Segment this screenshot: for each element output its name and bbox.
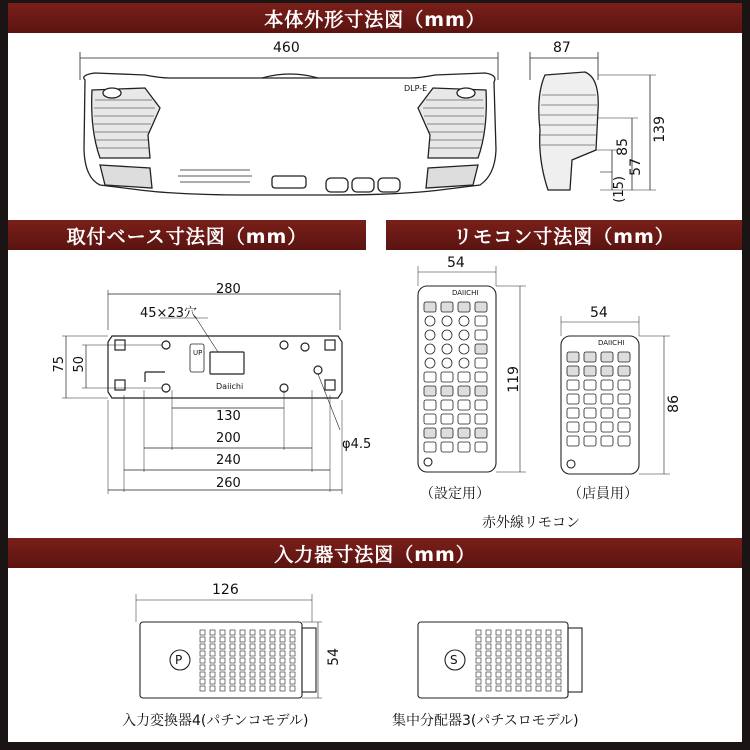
- input-left-pin: [250, 637, 255, 642]
- input-left-pin: [260, 679, 265, 684]
- input-left-pin: [250, 686, 255, 691]
- input-right-pin: [536, 672, 541, 677]
- remote-staff-width: 54: [590, 305, 608, 321]
- input-right-pin: [526, 665, 531, 670]
- input-right-pin: [546, 679, 551, 684]
- input-right-pin: [556, 679, 561, 684]
- input-right-pin: [526, 644, 531, 649]
- input-left-pin: [280, 679, 285, 684]
- input-right-pin: [546, 658, 551, 663]
- input-right-pin: [526, 679, 531, 684]
- input-right-pin: [486, 644, 491, 649]
- input-left-pin: [200, 686, 205, 691]
- input-left-pin: [200, 672, 205, 677]
- input-right-pin: [516, 658, 521, 663]
- input-right-pin: [516, 665, 521, 670]
- input-left-pin: [290, 637, 295, 642]
- base-width-240: 240: [216, 453, 241, 468]
- input-left-pin: [230, 686, 235, 691]
- main-height-85: 85: [615, 138, 631, 156]
- main-height-139: 139: [652, 116, 668, 143]
- main-height-15: (15): [612, 176, 627, 203]
- input-right-pin: [496, 637, 501, 642]
- input-left-pin: [240, 658, 245, 663]
- input-left-pin: [200, 637, 205, 642]
- input-right-pin: [476, 644, 481, 649]
- input-right-pin: [506, 679, 511, 684]
- input-left-pin: [250, 679, 255, 684]
- input-right-pin: [476, 672, 481, 677]
- input-left-pin: [280, 686, 285, 691]
- input-right-pin: [556, 630, 561, 635]
- input-right-pin: [516, 651, 521, 656]
- main-height-57: 57: [628, 158, 644, 176]
- input-right-pin: [546, 686, 551, 691]
- base-brand: Daiichi: [216, 382, 244, 391]
- input-right-pin: [556, 637, 561, 642]
- input-left-pin: [230, 679, 235, 684]
- main-depth-label: 87: [553, 40, 571, 56]
- input-right-pin: [536, 686, 541, 691]
- input-right-pin: [486, 637, 491, 642]
- input-right-pin: [496, 651, 501, 656]
- input-right-pin: [556, 686, 561, 691]
- input-right-pin: [506, 630, 511, 635]
- input-left-pin: [260, 665, 265, 670]
- input-left-pin: [270, 672, 275, 677]
- input-right-pin: [506, 665, 511, 670]
- input-left-pin: [270, 644, 275, 649]
- input-left-pin: [230, 665, 235, 670]
- input-right-pin: [506, 686, 511, 691]
- input-right-pin: [506, 644, 511, 649]
- base-height-50: 50: [72, 356, 87, 373]
- input-right-pin: [516, 644, 521, 649]
- input-right-pin: [536, 630, 541, 635]
- input-right-mark: S: [450, 653, 458, 667]
- input-left-pin: [240, 644, 245, 649]
- remote-setting-height: 119: [506, 366, 522, 393]
- input-left-pin: [280, 665, 285, 670]
- input-right-pin: [526, 637, 531, 642]
- input-left-mark: P: [175, 653, 183, 667]
- input-left-pin: [230, 630, 235, 635]
- input-left-pin: [230, 658, 235, 663]
- input-right-pin: [476, 679, 481, 684]
- input-left-pin: [290, 679, 295, 684]
- base-up-mark: UP: [193, 349, 203, 357]
- input-left-pin: [210, 679, 215, 684]
- input-right-pin: [496, 665, 501, 670]
- input-right-pin: [546, 665, 551, 670]
- input-left-pin: [260, 630, 265, 635]
- input-right-pin: [526, 672, 531, 677]
- input-left-pin: [220, 644, 225, 649]
- input-right-pin: [506, 658, 511, 663]
- input-left-pin: [290, 672, 295, 677]
- banner-remote: リモコン寸法図（mm）: [386, 220, 742, 250]
- input-left-pin: [290, 630, 295, 635]
- input-right-pin: [486, 672, 491, 677]
- input-left-pin: [280, 644, 285, 649]
- input-right-pin: [536, 658, 541, 663]
- input-left-pin: [210, 665, 215, 670]
- input-left-pin: [280, 651, 285, 656]
- input-left-pin: [220, 630, 225, 635]
- input-left-pin: [270, 679, 275, 684]
- input-right-pin: [486, 658, 491, 663]
- input-left-pin: [220, 651, 225, 656]
- input-right-pin: [556, 644, 561, 649]
- input-left-caption: 入力変換器4(パチンコモデル): [122, 713, 309, 729]
- input-left-pin: [270, 651, 275, 656]
- input-right-pin: [556, 658, 561, 663]
- banner-main-unit: 本体外形寸法図（mm）: [8, 3, 742, 33]
- input-left-pin: [260, 637, 265, 642]
- input-left-pin: [270, 686, 275, 691]
- input-right-pin: [496, 630, 501, 635]
- input-right-pin: [516, 686, 521, 691]
- base-height-75: 75: [52, 356, 67, 373]
- remote-staff-caption: （店員用）: [568, 486, 638, 502]
- input-left-pin: [220, 658, 225, 663]
- input-left-pin: [270, 665, 275, 670]
- input-right-caption: 集中分配器3(パチスロモデル): [392, 713, 579, 729]
- input-left-pin: [260, 651, 265, 656]
- input-right-pin: [516, 672, 521, 677]
- input-right-pin: [536, 644, 541, 649]
- input-left-pin: [240, 637, 245, 642]
- input-left-pin: [250, 665, 255, 670]
- base-width-260: 260: [216, 476, 241, 491]
- input-left-pin: [200, 658, 205, 663]
- input-right-pin: [476, 651, 481, 656]
- input-left-pin: [240, 665, 245, 670]
- input-left-pin: [260, 672, 265, 677]
- input-left-pin: [280, 672, 285, 677]
- input-left-pin: [210, 658, 215, 663]
- input-right-pin: [476, 686, 481, 691]
- input-left-pin: [220, 686, 225, 691]
- base-hole-label: 45×23穴: [140, 306, 197, 321]
- remote-staff-height: 86: [666, 395, 682, 413]
- input-left-pin: [220, 637, 225, 642]
- remote-setting-brand: DAIICHI: [452, 289, 479, 297]
- input-left-pin: [290, 665, 295, 670]
- input-left-pin: [240, 672, 245, 677]
- input-right-pin: [526, 630, 531, 635]
- remote-setting-caption: （設定用）: [420, 486, 490, 502]
- input-right-pin: [486, 679, 491, 684]
- input-right-pin: [556, 651, 561, 656]
- remote-setting-width: 54: [447, 255, 465, 271]
- input-right-pin: [486, 665, 491, 670]
- input-right-pin: [476, 637, 481, 642]
- input-left-pin: [280, 658, 285, 663]
- input-left-pin: [210, 637, 215, 642]
- input-left-pin: [200, 644, 205, 649]
- input-left-pin: [270, 658, 275, 663]
- input-left-pin: [290, 651, 295, 656]
- input-right-pin: [526, 686, 531, 691]
- input-right-pin: [476, 665, 481, 670]
- input-left-pin: [290, 644, 295, 649]
- input-left-pin: [210, 644, 215, 649]
- input-left-pin: [290, 658, 295, 663]
- input-right-pin: [496, 658, 501, 663]
- remote-staff-brand: DAIICHI: [598, 339, 625, 347]
- input-right-pin: [546, 651, 551, 656]
- model-mark: DLP-E: [404, 84, 428, 93]
- input-right-pin: [556, 665, 561, 670]
- input-right-pin: [526, 651, 531, 656]
- input-right-pin: [516, 637, 521, 642]
- input-left-pin: [230, 651, 235, 656]
- input-right-pin: [496, 679, 501, 684]
- input-left-pin: [230, 644, 235, 649]
- input-right-pin: [516, 679, 521, 684]
- main-width-label: 460: [273, 40, 300, 56]
- input-right-pin: [536, 637, 541, 642]
- input-right-pin: [506, 651, 511, 656]
- input-left-pin: [260, 686, 265, 691]
- input-left-pin: [220, 665, 225, 670]
- input-left-pin: [280, 630, 285, 635]
- base-width-280: 280: [216, 282, 241, 297]
- input-right-pin: [556, 672, 561, 677]
- input-left-pin: [200, 665, 205, 670]
- input-left-pin: [250, 644, 255, 649]
- input-right-pin: [536, 679, 541, 684]
- remote-ir-caption: 赤外線リモコン: [482, 515, 580, 531]
- input-left-pin: [290, 686, 295, 691]
- input-left-pin: [200, 679, 205, 684]
- input-left-pin: [210, 651, 215, 656]
- input-left-pin: [240, 651, 245, 656]
- input-right-pin: [486, 686, 491, 691]
- input-right-pin: [486, 651, 491, 656]
- input-right-pin: [476, 658, 481, 663]
- input-right-pin: [546, 672, 551, 677]
- input-right-pin: [536, 665, 541, 670]
- input-right-pin: [546, 644, 551, 649]
- input-right-pin: [536, 651, 541, 656]
- input-right-pin: [496, 672, 501, 677]
- input-left-pin: [250, 672, 255, 677]
- input-left-pin: [260, 658, 265, 663]
- input-left-pin: [260, 644, 265, 649]
- input-left-pin: [280, 637, 285, 642]
- input-left-pin: [230, 672, 235, 677]
- input-right-pin: [506, 637, 511, 642]
- base-phi: φ4.5: [342, 437, 372, 452]
- base-width-200: 200: [216, 431, 241, 446]
- input-height-label: 54: [326, 648, 342, 666]
- input-left-pin: [210, 630, 215, 635]
- input-left-pin: [210, 672, 215, 677]
- input-left-pin: [270, 637, 275, 642]
- base-width-130: 130: [216, 409, 241, 424]
- input-left-pin: [210, 686, 215, 691]
- input-left-pin: [200, 630, 205, 635]
- input-left-pin: [250, 658, 255, 663]
- input-width-label: 126: [212, 582, 239, 598]
- input-left-pin: [200, 651, 205, 656]
- input-right-pin: [526, 658, 531, 663]
- input-left-pin: [240, 679, 245, 684]
- input-right-pin: [516, 630, 521, 635]
- banner-input: 入力器寸法図（mm）: [8, 538, 742, 568]
- input-right-pin: [496, 644, 501, 649]
- input-right-pin: [476, 630, 481, 635]
- input-right-pin: [496, 686, 501, 691]
- input-left-pin: [270, 630, 275, 635]
- input-right-pin: [546, 630, 551, 635]
- input-left-pin: [250, 651, 255, 656]
- input-left-pin: [240, 630, 245, 635]
- input-left-pin: [220, 672, 225, 677]
- input-left-pin: [240, 686, 245, 691]
- input-left-pin: [230, 637, 235, 642]
- banner-base: 取付ベース寸法図（mm）: [8, 220, 366, 250]
- input-right-pin: [486, 630, 491, 635]
- input-left-pin: [220, 679, 225, 684]
- input-right-pin: [506, 672, 511, 677]
- input-right-pin: [546, 637, 551, 642]
- input-left-pin: [250, 630, 255, 635]
